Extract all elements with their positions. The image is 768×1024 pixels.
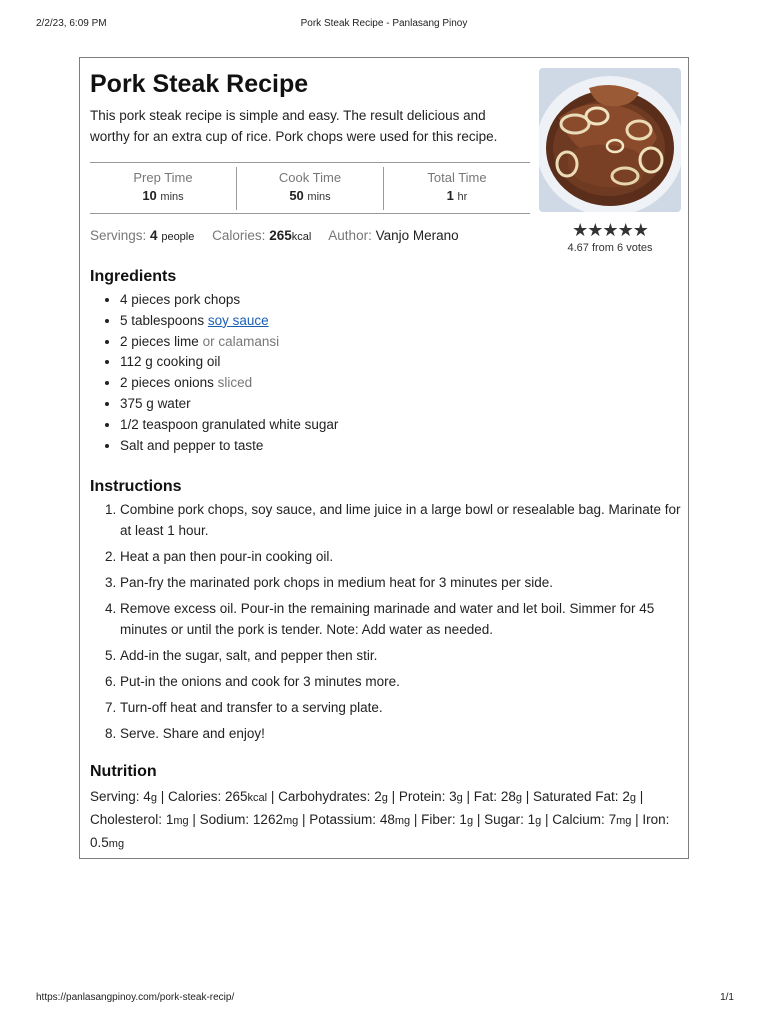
prep-time-value: 10 mins bbox=[142, 188, 184, 203]
ingredients-list bbox=[90, 290, 650, 456]
cook-time-label: Cook Time bbox=[278, 170, 342, 185]
total-time-value: 1 hr bbox=[446, 188, 468, 203]
total-time-label: Total Time bbox=[427, 170, 487, 185]
ingredient-item: • 375 g water bbox=[120, 394, 650, 415]
print-footer bbox=[0, 992, 768, 1006]
print-url: https://panlasangpinoy.com/pork-steak-recip/ bbox=[36, 992, 235, 1003]
instruction-step: 3. Pan-fry the marinated pork chops in medium heat for 3 minutes per side. bbox=[120, 572, 682, 593]
print-header bbox=[0, 18, 768, 32]
ingredient-item: • 112 g cooking oil bbox=[120, 352, 650, 373]
soy-sauce-link[interactable]: soy sauce bbox=[207, 312, 269, 328]
ingredient-item: • 4 pieces pork chops bbox=[120, 290, 650, 311]
instruction-step: 7. Turn-off heat and transfer to a serving plate. bbox=[120, 697, 682, 718]
print-date: 2/2/23, 6:09 PM bbox=[36, 18, 107, 29]
prep-time-label: Prep Time bbox=[133, 170, 193, 185]
ingredient-item: • 5 tablespoons soy sauce bbox=[120, 311, 650, 332]
cook-time bbox=[237, 167, 384, 210]
recipe-summary: This pork steak recipe is simple and easy. The result delicious and worthy for an extra cup of rice. Pork chops were used for this recipe. bbox=[90, 108, 498, 144]
servings: Servings: 4 people bbox=[90, 228, 195, 243]
instruction-step: 6. Put-in the onions and cook for 3 minutes more. bbox=[120, 671, 682, 692]
instruction-step: 2. Heat a pan then pour-in cooking oil. bbox=[120, 546, 682, 567]
recipe-meta bbox=[90, 228, 473, 243]
rating-votes-text: 4.67 from 6 votes bbox=[567, 242, 653, 254]
recipe-photo bbox=[539, 68, 681, 212]
ingredients-heading: Ingredients bbox=[90, 268, 177, 285]
prep-time bbox=[90, 167, 237, 210]
star-rating-icon[interactable]: ★★★★★ bbox=[572, 220, 648, 240]
nutrition-heading: Nutrition bbox=[90, 763, 157, 780]
ingredient-item: • 1/2 teaspoon granulated white sugar bbox=[120, 415, 650, 436]
print-page-title: Pork Steak Recipe - Panlasang Pinoy bbox=[300, 18, 468, 29]
ingredient-item: • 2 pieces lime or calamansi bbox=[120, 332, 650, 353]
recipe-rating bbox=[539, 220, 681, 254]
instruction-step: 5. Add-in the sugar, salt, and pepper then stir. bbox=[120, 645, 682, 666]
recipe-title: Pork Steak Recipe bbox=[90, 70, 309, 98]
ingredient-item: • Salt and pepper to taste bbox=[120, 436, 650, 457]
author: Author: Vanjo Merano bbox=[328, 228, 459, 243]
total-time bbox=[384, 167, 530, 210]
instruction-step: 4. Remove excess oil. Pour-in the remaining marinade and water and let boil. Simmer for 45 minutes or until the pork is tender. Note: Add water as needed. bbox=[120, 598, 682, 640]
instructions-list bbox=[90, 499, 682, 749]
calories: Calories: 265kcal bbox=[212, 228, 312, 243]
cook-time-value: 50 mins bbox=[289, 188, 331, 203]
pork-steak-photo-illustration bbox=[539, 68, 681, 212]
nutrition-facts: Serving: 4g | Calories: 265kcal | Carbohydrates: 2g | Protein: 3g | Fat: 28g | Saturated Fat: 2g | Cholesterol: 1mg | Sodium: 1262mg | Potassium: 48mg | Fiber: 1g | Sugar: 1g | Calcium: 7mg | Iron: 0.5mg bbox=[90, 789, 670, 850]
recipe-card bbox=[79, 57, 689, 859]
instruction-step: 1. Combine pork chops, soy sauce, and lime juice in a large bowl or resealable bag. Marinate for at least 1 hour. bbox=[120, 499, 682, 541]
print-page-count: 1/1 bbox=[720, 992, 734, 1003]
ingredient-item: • 2 pieces onions sliced bbox=[120, 373, 650, 394]
instructions-heading: Instructions bbox=[90, 478, 182, 495]
recipe-times bbox=[90, 162, 530, 214]
instruction-step: 8. Serve. Share and enjoy! bbox=[120, 723, 682, 744]
